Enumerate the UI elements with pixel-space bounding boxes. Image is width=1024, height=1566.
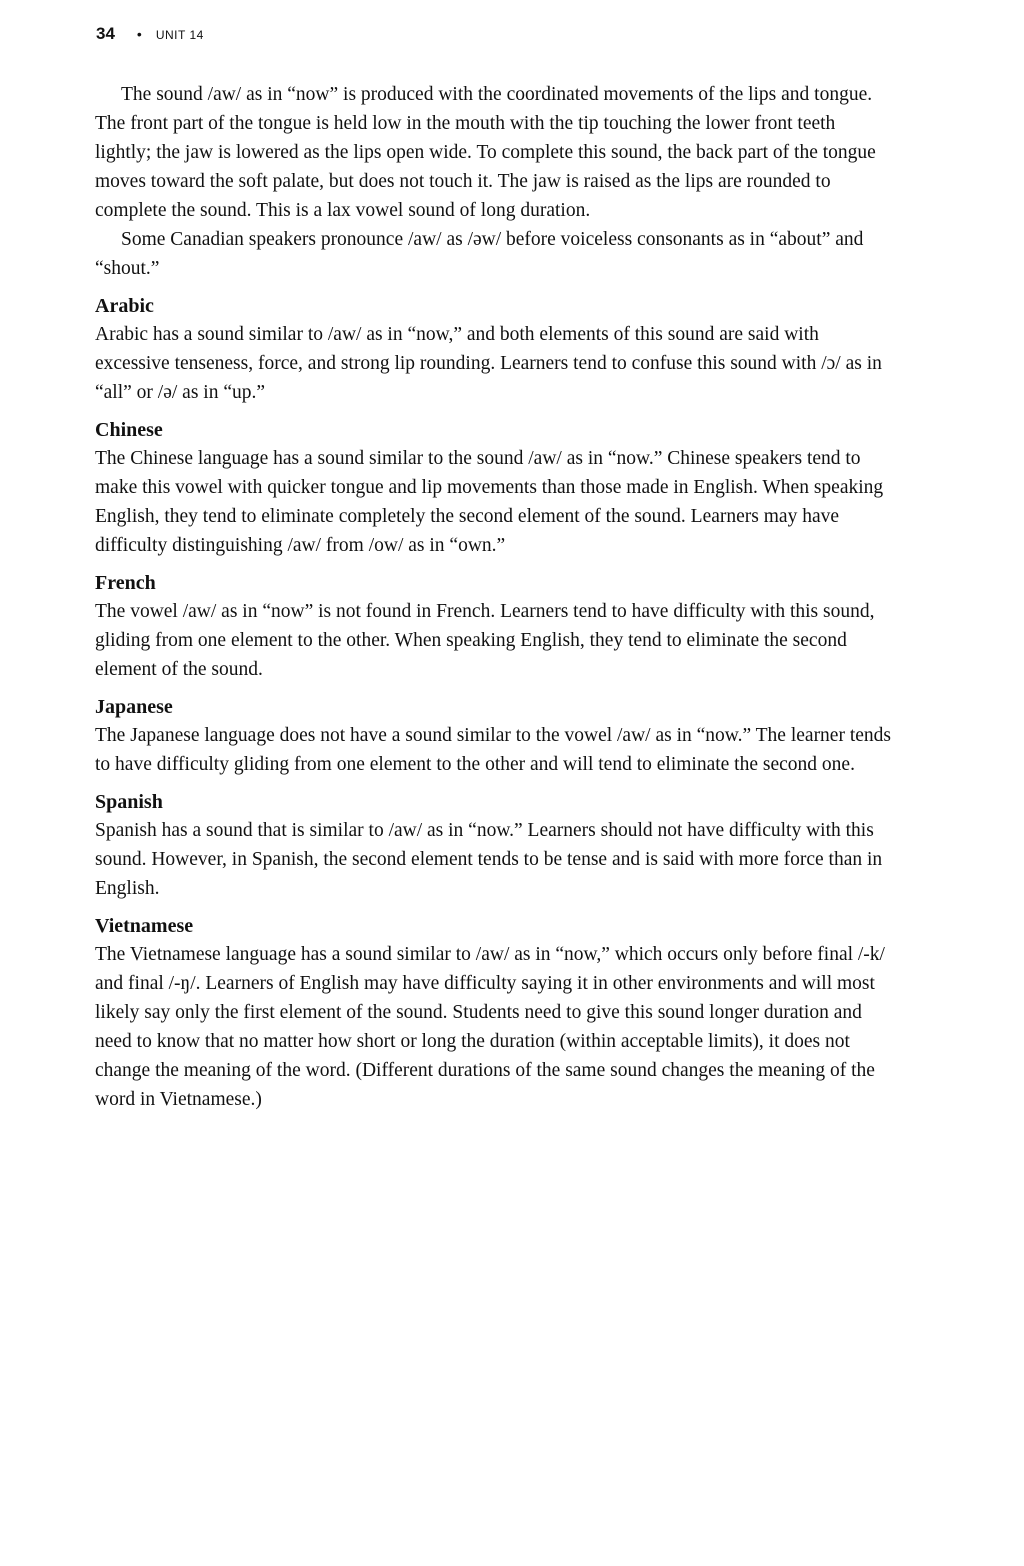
page-number: 34 [96, 24, 115, 43]
section-chinese [95, 416, 895, 560]
section-body: The vowel /aw/ as in “now” is not found in French. Learners tend to have difficulty with this sound, gliding from one element to the other. When speaking English, they tend to eliminate the second element of the sound. [95, 601, 875, 680]
intro-paragraph-1: The sound /aw/ as in “now” is produced with the coordinated movements of the lips and tongue. The front part of the tongue is held low in the mouth with the tip touching the lower front teeth lightly; the jaw is lowered as the lips open wide. To complete this sound, the back part of the tongue moves toward the soft palate, but does not touch it. The jaw is raised as the lips are rounded to complete the sound. This is a lax vowel sound of long duration. [95, 84, 876, 221]
section-heading: Spanish [95, 791, 163, 813]
section-body: The Japanese language does not have a sound similar to the vowel /aw/ as in “now.” The learner tends to have difficulty gliding from one element to the other and will tend to eliminate the second one. [95, 725, 891, 775]
header-bullet: • [136, 26, 142, 42]
section-vietnamese [95, 912, 895, 1114]
section-heading: Arabic [95, 295, 154, 317]
section-spanish [95, 788, 895, 903]
section-arabic [95, 292, 895, 407]
section-heading: Japanese [95, 696, 173, 718]
section-body: Arabic has a sound similar to /aw/ as in “now,” and both elements of this sound are said with excessive tenseness, force, and strong lip rounding. Learners tend to confuse this sound with /ɔ/ as in “all” or /ə/ as in “up.” [95, 324, 882, 403]
section-french [95, 569, 895, 684]
section-japanese [95, 693, 895, 779]
intro-paragraph-2: Some Canadian speakers pronounce /aw/ as /əw/ before voiceless consonants as in “about” and “shout.” [95, 229, 864, 279]
section-body: Spanish has a sound that is similar to /aw/ as in “now.” Learners should not have difficulty with this sound. However, in Spanish, the second element tends to be tense and is said with more force than in English. [95, 820, 883, 899]
section-heading: Vietnamese [95, 915, 194, 937]
section-heading: French [95, 572, 156, 594]
section-body: The Vietnamese language has a sound similar to /aw/ as in “now,” which occurs only before final /-k/ and final /-ŋ/. Learners of English may have difficulty saying it in other environments and will most likely say only the first element of the sound. Students need to give this sound longer duration and need to know that no matter how short or long the duration (within acceptable limits), it does not change the meaning of the word. (Different durations of the same sound changes the meaning of the word in Vietnamese.) [95, 944, 885, 1110]
running-header [96, 24, 204, 44]
page-content [95, 80, 895, 1114]
section-body: The Chinese language has a sound similar to the sound /aw/ as in “now.” Chinese speakers tend to make this vowel with quicker tongue and lip movements than those made in English. When speaking English, they tend to eliminate completely the second element of the sound. Learners may have difficulty distinguishing /aw/ from /ow/ as in “own.” [95, 448, 884, 556]
section-heading: Chinese [95, 419, 163, 441]
unit-label: UNIT 14 [155, 28, 204, 42]
